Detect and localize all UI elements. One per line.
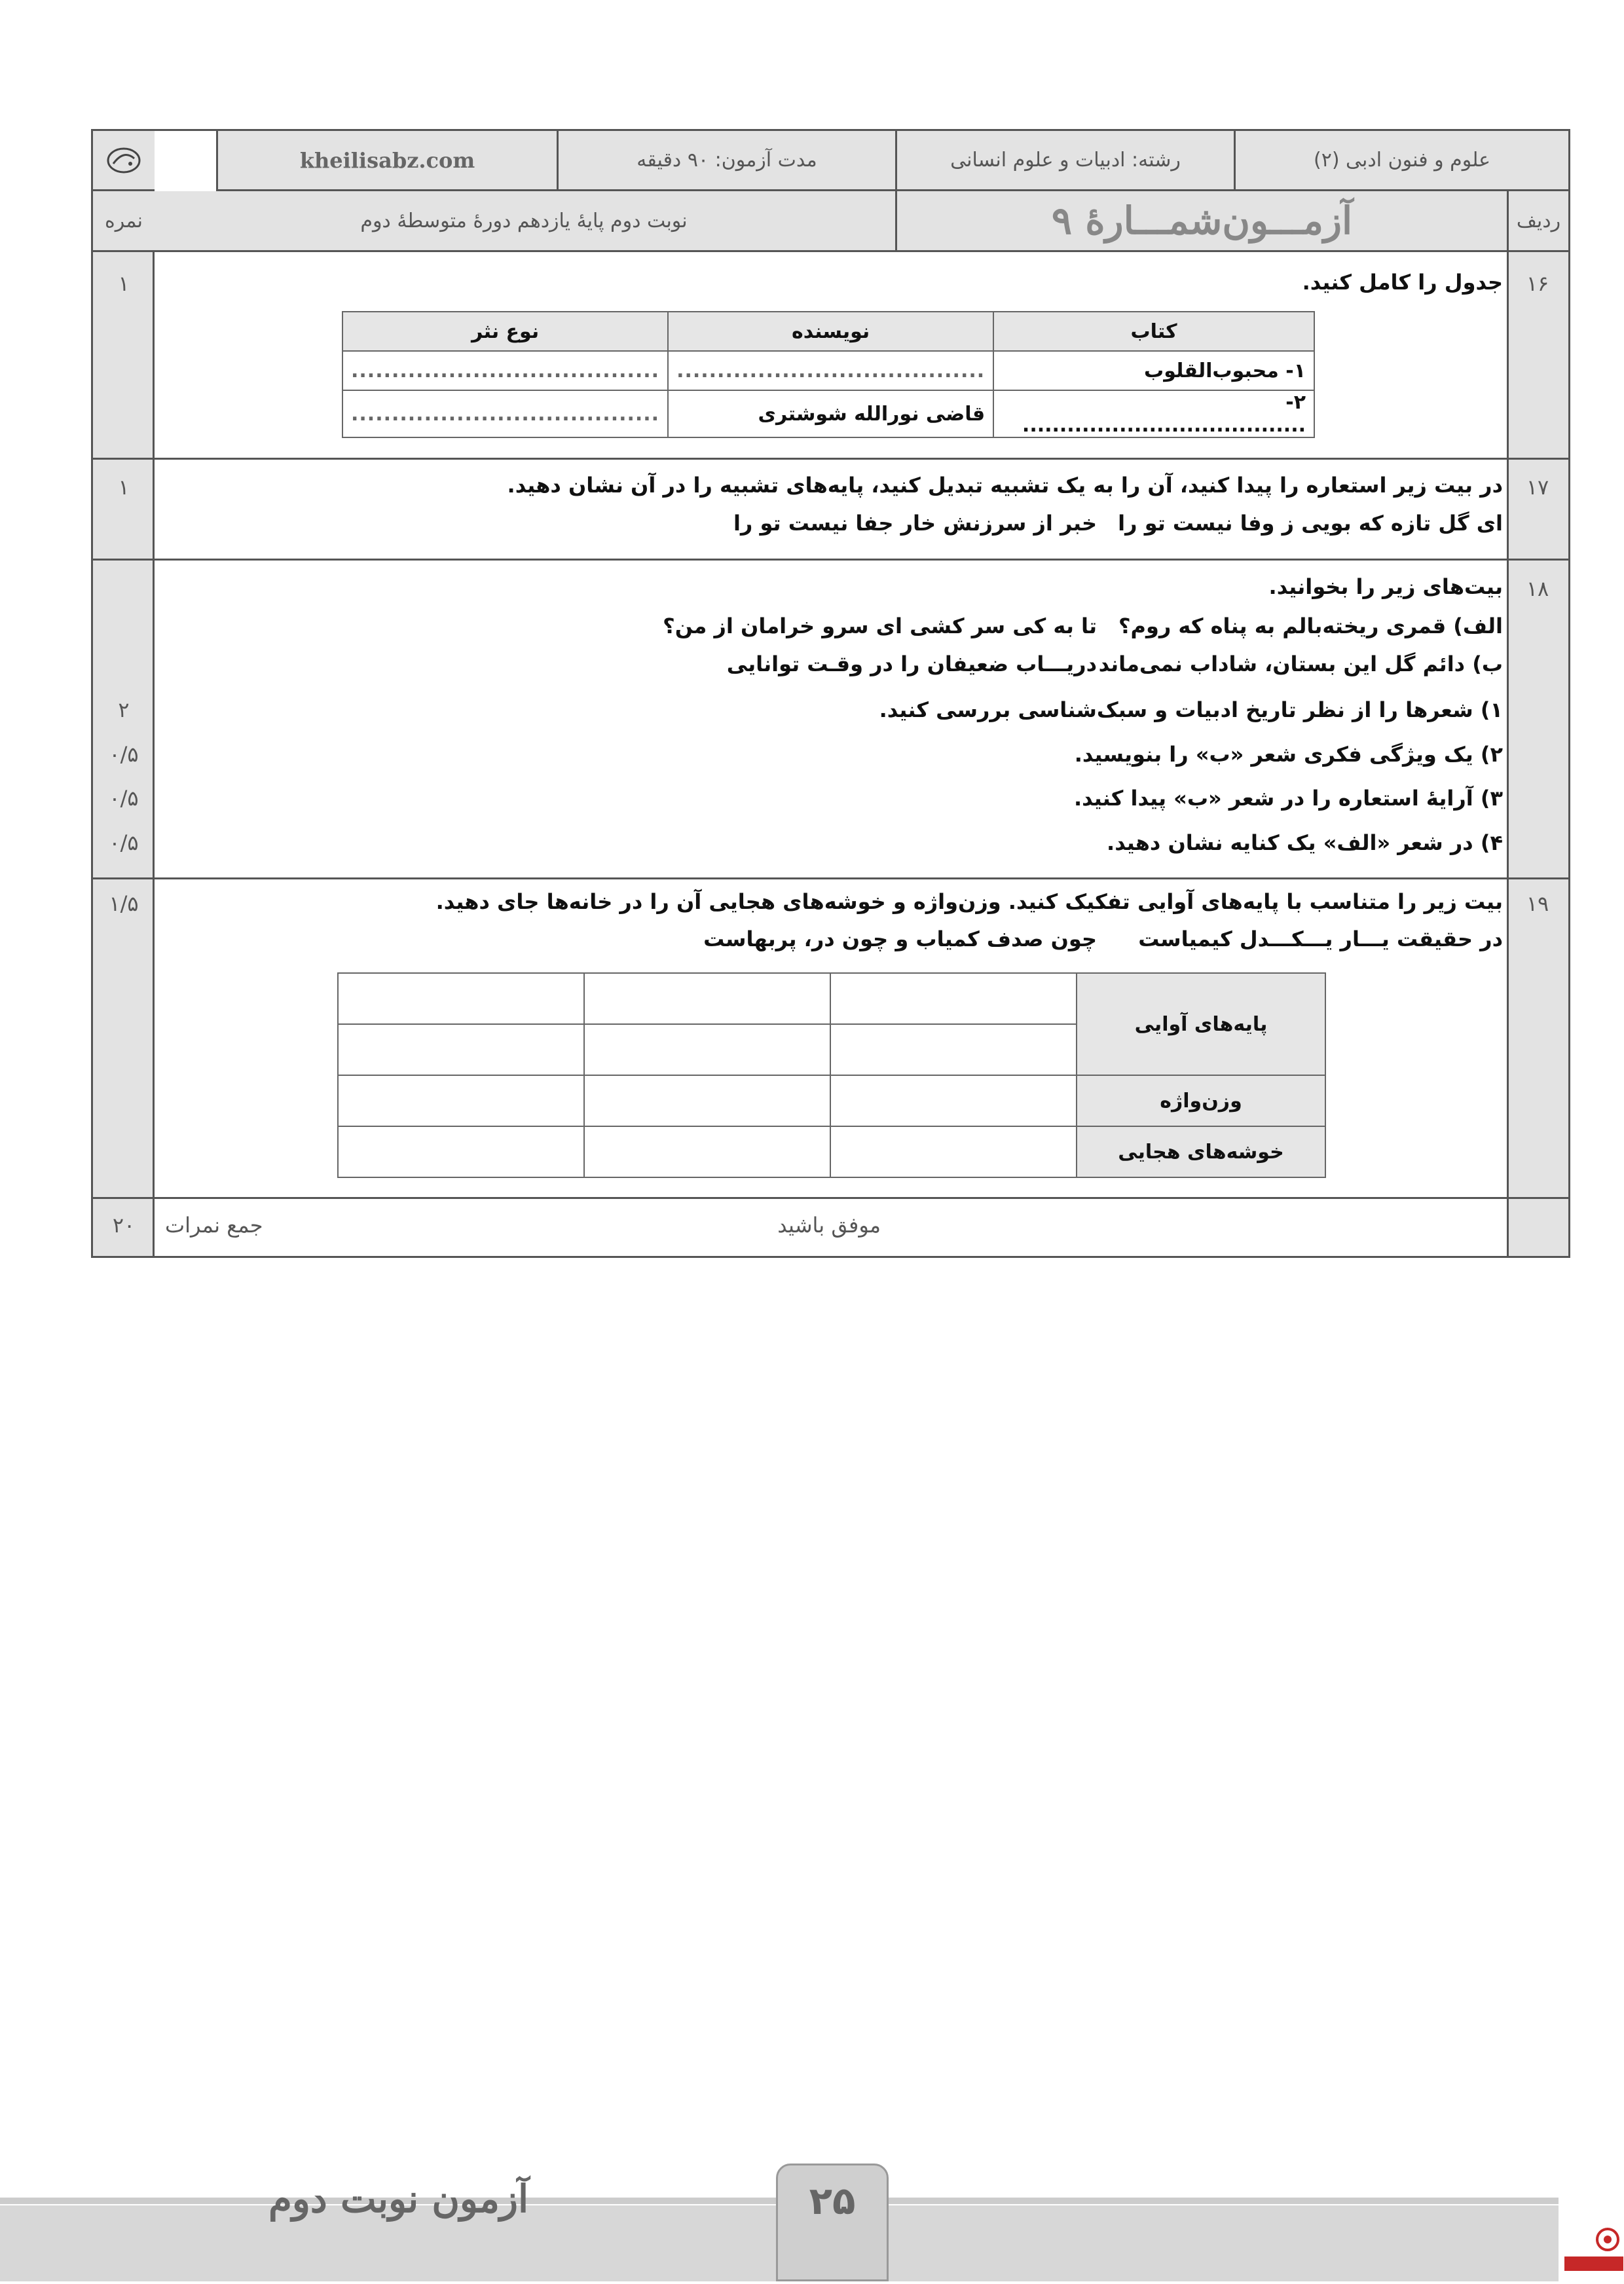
answer-cell[interactable] bbox=[338, 1024, 584, 1075]
verse-left: دریـــاب ضعیفان را در وقـت توانایی bbox=[726, 652, 1097, 676]
exam-subtitle-text: نوبت دوم پایۀ یازدهم دورۀ متوسطۀ دوم bbox=[360, 209, 688, 232]
table-row bbox=[338, 1075, 1325, 1126]
question-number: ۱۶ bbox=[1526, 271, 1549, 296]
exam-title-text: آزمـــون‌شمـــارۀ ۹ bbox=[1051, 198, 1353, 243]
question-score: ۲ bbox=[118, 697, 130, 722]
question-score: ۱ bbox=[118, 475, 130, 500]
question-score: ۰/۵ bbox=[109, 786, 139, 811]
row-divider bbox=[93, 559, 1568, 561]
answer-cell[interactable] bbox=[830, 1075, 1077, 1126]
answer-cell[interactable] bbox=[338, 1075, 584, 1126]
header-exam-subtitle bbox=[151, 191, 895, 252]
verse-right: در حقیقت یـــار یـــکـــدل کیمیاست bbox=[1138, 927, 1503, 951]
answer-cell[interactable] bbox=[830, 973, 1077, 1024]
answer-cell[interactable] bbox=[338, 1126, 584, 1177]
table-row bbox=[342, 390, 1314, 437]
table-label: پایه‌های آوایی bbox=[1077, 973, 1325, 1075]
header-score-label bbox=[93, 191, 155, 252]
question-number: ۱۸ bbox=[1526, 576, 1549, 601]
total-score: ۲۰ bbox=[112, 1213, 136, 1238]
question-score: ۱ bbox=[118, 271, 130, 296]
verse-left: تا به کی سر کشی ای سرو خرامان از من؟ bbox=[663, 614, 1097, 638]
answer-cell[interactable] bbox=[584, 973, 830, 1024]
exam-sheet bbox=[91, 129, 1570, 1258]
row-label-text: ردیف bbox=[1516, 209, 1561, 232]
table-cell[interactable]: ۱- محبوب‌القلوب bbox=[993, 351, 1314, 390]
question-score: ۰/۵ bbox=[109, 830, 139, 855]
question-text: جدول را کامل کنید. bbox=[1302, 270, 1503, 295]
answer-cell[interactable] bbox=[830, 1024, 1077, 1075]
question-number: ۱۹ bbox=[1526, 891, 1549, 916]
score-label-text: نمره bbox=[105, 209, 143, 232]
answer-cell[interactable] bbox=[584, 1075, 830, 1126]
table-header: نوع نثر bbox=[342, 312, 668, 351]
row-number-column bbox=[1507, 131, 1568, 1256]
table-label: وزن‌واژه bbox=[1077, 1075, 1325, 1126]
website-text: kheilisabz.com bbox=[299, 147, 475, 173]
row-divider bbox=[93, 877, 1568, 879]
blank-field[interactable]: ...................................... bbox=[668, 351, 993, 390]
verse-right: الف) قمری ریخته‌بالم به پناه که روم؟ bbox=[1118, 614, 1503, 638]
score-column bbox=[93, 131, 155, 1256]
page-footer bbox=[0, 2177, 1624, 2281]
footer-title: آزمون نوبت دوم bbox=[268, 2177, 529, 2221]
total-label: جمع نمرات bbox=[165, 1213, 263, 1238]
header-row-label bbox=[1507, 191, 1568, 252]
answer-cell[interactable] bbox=[830, 1126, 1077, 1177]
header-field bbox=[895, 131, 1234, 191]
blank-field[interactable]: ...................................... bbox=[342, 390, 668, 437]
page-number: ۲۵ bbox=[809, 2179, 856, 2223]
header-website bbox=[216, 131, 557, 191]
row-divider bbox=[93, 458, 1568, 460]
question-text: بیت‌های زیر را بخوانید. bbox=[1268, 574, 1503, 599]
question-text: بیت زیر را متناسب با پایه‌های آوایی تفکیک کنید. وزن‌واژه و خوشه‌های هجایی آن را در خانه‌ها جای دهید. bbox=[435, 889, 1503, 914]
answer-cell[interactable] bbox=[584, 1024, 830, 1075]
blank-field[interactable]: ...................................... bbox=[342, 351, 668, 390]
publisher-logo-icon bbox=[1562, 2226, 1624, 2281]
verse-left: خبر از سرزنش خار جفا نیست تو را bbox=[733, 511, 1097, 536]
sub-question: ۲) یک ویژگی فکری شعر «ب» را بنویسید. bbox=[1074, 742, 1503, 767]
table-row bbox=[338, 973, 1325, 1024]
header-logo bbox=[93, 131, 155, 191]
verse-right: ای گل تازه که بویی ز وفا نیست تو را bbox=[1118, 511, 1503, 536]
question-score: ۰/۵ bbox=[109, 742, 139, 767]
field-text: رشته: ادبیات و علوم انسانی bbox=[950, 149, 1181, 172]
subject-text: علوم و فنون ادبی (۲) bbox=[1313, 149, 1491, 172]
header-subject bbox=[1234, 131, 1568, 191]
header-duration bbox=[557, 131, 895, 191]
good-luck-message: موفق باشید bbox=[777, 1213, 881, 1238]
answer-cell[interactable] bbox=[338, 973, 584, 1024]
table-header: کتاب bbox=[993, 312, 1314, 351]
duration-text: مدت آزمون: ۹۰ دقیقه bbox=[637, 149, 817, 172]
table-row bbox=[342, 351, 1314, 390]
question-text: در بیت زیر استعاره را پیدا کنید، آن را به یک تشبیه تبدیل کنید، پایه‌های تشبیه را در آن نشان دهید. bbox=[507, 473, 1503, 498]
sub-question: ۱) شعرها را از نظر تاریخ ادبیات و سبک‌شناسی بررسی کنید. bbox=[879, 697, 1503, 722]
book-table bbox=[342, 311, 1315, 438]
table-row bbox=[338, 1126, 1325, 1177]
question-number: ۱۷ bbox=[1526, 475, 1549, 500]
verse-left: چون صدف کمیاب و چون در، پربهاست bbox=[703, 927, 1097, 951]
sub-question: ۳) آرایۀ استعاره را در شعر «ب» پیدا کنید. bbox=[1073, 786, 1503, 811]
table-cell[interactable]: قاضی نورالله شوشتری bbox=[668, 390, 993, 437]
row-divider bbox=[93, 1197, 1568, 1199]
verse-right: ب) دائم گل این بستان، شاداب نمی‌ماند bbox=[1098, 652, 1503, 676]
table-label: خوشه‌های هجایی bbox=[1077, 1126, 1325, 1177]
sub-question: ۴) در شعر «الف» یک کنایه نشان دهید. bbox=[1107, 830, 1503, 855]
brand-logo-icon bbox=[104, 144, 143, 177]
table-header: نویسنده bbox=[668, 312, 993, 351]
table-cell[interactable]: ۲- ...................................... bbox=[993, 390, 1314, 437]
header-exam-title bbox=[895, 191, 1507, 252]
answer-cell[interactable] bbox=[584, 1126, 830, 1177]
prosody-table bbox=[337, 972, 1326, 1178]
question-score: ۱/۵ bbox=[109, 891, 139, 916]
page-number-tab bbox=[776, 2164, 889, 2281]
